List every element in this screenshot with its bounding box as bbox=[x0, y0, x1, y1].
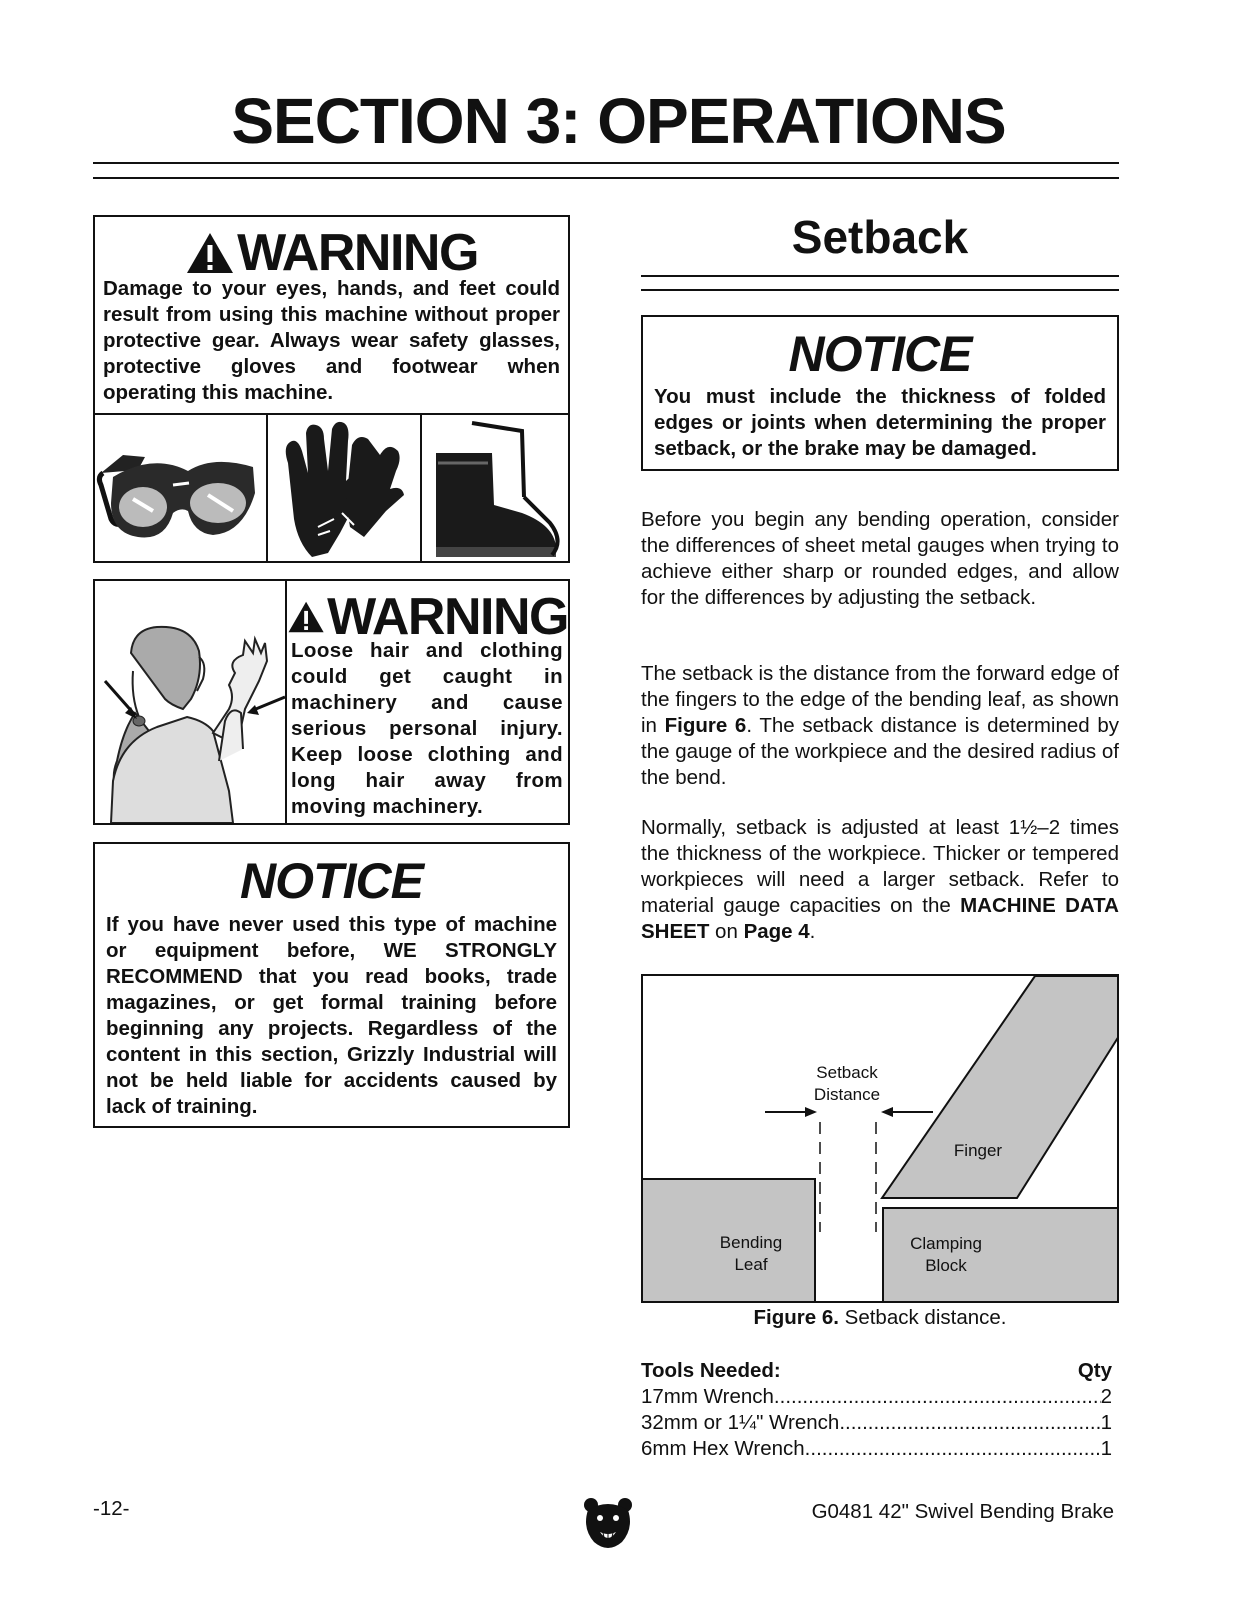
figure-6-caption: Figure 6. Setback distance. bbox=[753, 1306, 1007, 1329]
footer-model-title: G0481 42" Swivel Bending Brake bbox=[811, 1500, 1114, 1523]
boot-panel bbox=[422, 415, 568, 563]
warning-ppe-box bbox=[93, 215, 570, 563]
grizzly-bear-logo bbox=[582, 1496, 634, 1557]
warning-triangle-icon bbox=[287, 595, 325, 639]
machine-data-sheet-ref: MACHINE DATA SHEET bbox=[641, 894, 1119, 943]
setback-rule-bottom bbox=[641, 289, 1119, 291]
notice-training-text: If you have never used this type of machine or equipment before, WE STRONGLY RECOMMEND that you read books, trade magazines, or get formal training before beginning any projects. Regardless of the content in this section, Grizzly Industrial will not be held liable for accidents caused by lack of training. bbox=[106, 913, 557, 1118]
warning-hair-box bbox=[93, 579, 570, 825]
tool-row: 32mm or 1¼" Wrench ..... 1 bbox=[641, 1410, 1112, 1436]
finger-shape bbox=[882, 976, 1117, 1198]
safety-glasses-panel bbox=[93, 415, 268, 563]
notice-training-box bbox=[93, 842, 570, 1128]
tools-list bbox=[641, 1358, 1112, 1462]
notice-setback-box bbox=[641, 315, 1119, 471]
page-4-ref: Page 4 bbox=[743, 920, 810, 943]
warning-ppe-heading: WARNING bbox=[95, 227, 568, 279]
loose-hair-illustration-panel bbox=[95, 581, 287, 823]
label-finger: Finger bbox=[953, 1141, 1003, 1160]
notice-training-heading: NOTICE bbox=[240, 853, 423, 909]
warning-ppe-text: Damage to your eyes, hands, and feet could result from using this machine without proper protective gear. Always wear safety glasses, protective gloves and footwear when operating this machine. bbox=[103, 277, 560, 404]
setback-para-1: Before you begin any bending operation, consider the differences of sheet metal gauges when trying to achieve either sharp or rounded edges, and allow for the differences by adjusting the setback. bbox=[641, 508, 1119, 609]
label-setback-distance: Setback Distance bbox=[813, 1063, 881, 1104]
safety-glasses-icon bbox=[93, 415, 263, 563]
label-bending-leaf: Bending Leaf bbox=[719, 1233, 783, 1274]
boot-icon bbox=[422, 415, 568, 563]
loose-hair-illustration bbox=[95, 581, 285, 823]
ppe-icons-row bbox=[93, 413, 570, 565]
title-rule-bottom bbox=[93, 177, 1119, 179]
figure-6-diagram bbox=[641, 974, 1119, 1303]
warning-triangle-icon bbox=[185, 231, 235, 275]
tool-row: 6mm Hex Wrench ..... 1 bbox=[641, 1436, 1112, 1462]
gloves-panel bbox=[268, 415, 422, 563]
setback-para-2: The setback is the distance from the forward edge of the fingers to the edge of the bending leaf, as shown in Figure 6. The setback distance is determined by the gauge of the workpiece and the desired radius of the bend. bbox=[641, 662, 1119, 789]
gloves-icon bbox=[268, 415, 418, 563]
setback-para-3: Normally, setback is adjusted at least 1½–2 times the thickness of the workpiece. Thicker or tempered workpieces will need a larger setback. Refer to material gauge capacities on the MACHINE DATA SHEET on Page 4. bbox=[641, 816, 1119, 943]
tools-header-row: Tools Needed: Qty bbox=[641, 1359, 1112, 1382]
label-clamping-block: Clamping Block bbox=[910, 1234, 982, 1275]
page-title: SECTION 3: OPERATIONS bbox=[231, 85, 1006, 157]
setback-heading: Setback bbox=[791, 211, 969, 263]
warning-hair-heading: WARNING bbox=[287, 591, 568, 643]
warning-hair-text: Loose hair and clothing could get caught in machinery and cause serious personal injury. Keep loose clothing and long hair away from moving machinery. bbox=[291, 639, 563, 818]
figure-6-ref: Figure 6 bbox=[664, 714, 747, 737]
notice-setback-text: You must include the thickness of folded edges or joints when determining the proper setback, or the brake may be damaged. bbox=[654, 385, 1106, 460]
notice-setback-heading: NOTICE bbox=[788, 326, 972, 382]
setback-rule-top bbox=[641, 275, 1119, 277]
tool-row: 17mm Wrench ..... 2 bbox=[641, 1384, 1112, 1410]
page-number: -12- bbox=[93, 1497, 130, 1520]
title-rule-top bbox=[93, 162, 1119, 164]
